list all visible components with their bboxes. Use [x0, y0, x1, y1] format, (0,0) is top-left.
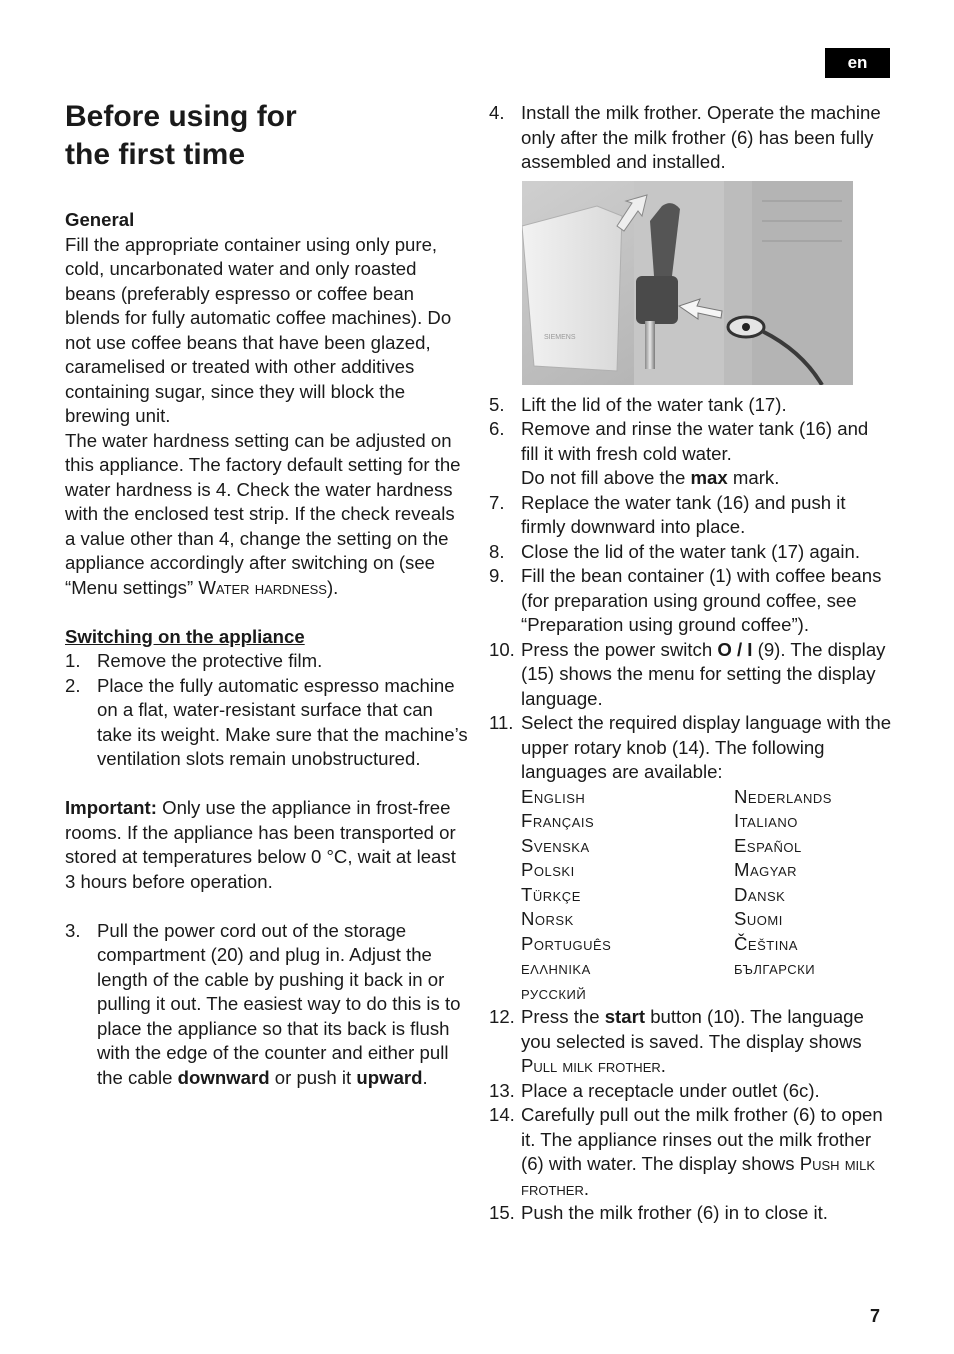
- step6-max: max: [690, 467, 728, 488]
- list-item: [489, 564, 889, 638]
- list-number: 1.: [65, 650, 81, 671]
- step12-text: Press the: [521, 1006, 605, 1027]
- general-paragraph-2-text: The water hardness setting can be adjusted on this appliance. The factory default setting for the water hardness is 4. Check the water hardness with the enclosed test strip. If the check reveals a value other than 4, change the setting on the appliance accordingly after switching on (see “Menu settings”: [65, 429, 461, 598]
- list-item: [489, 417, 889, 491]
- page-title: [65, 98, 470, 174]
- language-item: Svenska: [521, 834, 590, 856]
- list-text: Place a receptacle under outlet (6c).: [521, 1079, 820, 1101]
- page-title-line-2: the first time: [65, 138, 246, 171]
- language-item: Dansk: [734, 883, 786, 905]
- language-item: Español: [734, 834, 802, 856]
- list-number: 10.: [489, 638, 515, 660]
- list-number: 11.: [489, 712, 514, 733]
- list-number: 9.: [489, 565, 505, 586]
- start-button-ref: start: [604, 1006, 646, 1027]
- list-text: [521, 711, 914, 1005]
- general-paragraph-2-end: ).: [326, 576, 339, 598]
- list-item: [489, 711, 892, 1005]
- left-column: [65, 98, 470, 1090]
- step6-note: Do not fill above the: [521, 467, 691, 488]
- step6-note-end: mark.: [727, 467, 780, 488]
- brand-label: SIEMENS: [544, 333, 576, 341]
- list-text: Replace the water tank (16) and push it firmly downward into place.: [521, 491, 846, 537]
- display-msg-push-milk-frother: Push milk frother: [521, 1153, 876, 1199]
- general-paragraph-1: Fill the appropriate container using only pure, cold, uncarbonated water and only roasted beans (preferably espresso or coffee bean blends for fully automatic coffee machines). Do not use coffee beans that have been glazed, caramelised or treated with other additives containing sugar, since they will block the brewing unit.: [65, 233, 452, 426]
- list-text: [521, 1103, 889, 1201]
- list-item: [65, 674, 470, 772]
- list-text: Fill the bean container (1) with coffee beans (for preparation using ground coffee, see “Preparation using ground coffee”).: [521, 565, 882, 635]
- item3-text: Pull the power cord out of the storage compartment (20) and plug in. Adjust the length of the cable by pushing it back in or pulling it out. The easiest way to do this is to place the appliance so that its back is flush with the edge of the counter and either pull the cable: [97, 919, 461, 1088]
- step6-text: Remove and rinse the water tank (16) and fill it with fresh cold water.: [521, 418, 869, 464]
- important-note: [65, 796, 470, 894]
- item3-bold-downward: downward: [177, 1066, 270, 1088]
- language-item: Norsk: [521, 908, 574, 929]
- list-text: Remove the protective film.: [97, 650, 323, 671]
- general-heading: General: [65, 209, 135, 230]
- list-text: [521, 1005, 889, 1079]
- milk-frother-illustration: [522, 181, 853, 385]
- milk-frother-photo: [522, 181, 853, 385]
- display-msg-pull-milk-frother: Pull milk frother: [521, 1055, 661, 1076]
- menu-ref-water-hardness: Water hardness: [198, 576, 327, 598]
- switching-heading: Switching on the appliance: [65, 625, 305, 647]
- list-item: [489, 101, 889, 175]
- list-text: Install the milk frother. Operate the machine only after the milk frother (6) has been fully assembled and installed.: [521, 102, 881, 172]
- step12-end: .: [660, 1055, 666, 1076]
- list-text: Close the lid of the water tank (17) again.: [521, 540, 861, 562]
- list-number: 3.: [65, 919, 81, 941]
- list-number: 15.: [489, 1202, 515, 1223]
- language-item: русский: [521, 981, 587, 1003]
- step10-text: Press the power switch: [521, 638, 718, 660]
- step14-end: .: [583, 1177, 590, 1199]
- list-number: 14.: [489, 1104, 515, 1125]
- list-number: 7.: [489, 491, 505, 513]
- language-item: Magyar: [734, 859, 798, 880]
- list-item: [489, 1201, 889, 1226]
- item3-end: .: [422, 1066, 428, 1088]
- list-text: Lift the lid of the water tank (17).: [521, 393, 787, 415]
- language-item: Italiano: [734, 810, 798, 831]
- list-item: [489, 491, 889, 540]
- language-item: български: [734, 957, 816, 978]
- general-paragraph-2: [65, 429, 470, 601]
- list-item: [489, 1079, 889, 1104]
- step10-text-end: (9). The display (15) shows the menu for setting the display language.: [521, 638, 886, 709]
- list-text: [97, 919, 470, 1091]
- item3-mid: or push it: [269, 1066, 357, 1088]
- list-number: 2.: [65, 674, 81, 696]
- important-label: Important:: [65, 797, 157, 818]
- language-item: ελληνικα: [521, 957, 591, 978]
- list-item: [489, 1103, 889, 1201]
- list-text: Push the milk frother (6) in to close it.: [521, 1202, 828, 1223]
- list-number: 6.: [489, 418, 505, 439]
- step14-text: Carefully pull out the milk frother (6) to open it. The appliance rinses out the milk frother (6) with water. The display shows: [521, 1104, 883, 1174]
- list-number: 8.: [489, 540, 505, 562]
- language-list: [521, 785, 914, 1006]
- language-item: Türkçe: [521, 883, 581, 905]
- language-tab: en: [825, 48, 890, 78]
- list-item: [489, 393, 889, 418]
- list-number: 12.: [489, 1006, 515, 1027]
- step12-text-mid: button (10). The language you selected is saved. The display shows: [521, 1006, 864, 1052]
- power-switch-symbol: O / I: [717, 638, 753, 660]
- list-number: 13.: [489, 1079, 515, 1101]
- language-item: English: [521, 785, 586, 807]
- list-item: [489, 1005, 889, 1079]
- language-item: Suomi: [734, 908, 783, 929]
- page-title-line-1: Before using for: [65, 100, 297, 133]
- language-item: Čeština: [734, 932, 798, 954]
- list-text: [521, 638, 889, 712]
- language-item: Nederlands: [734, 785, 832, 807]
- list-item: [65, 649, 470, 674]
- language-item: Polski: [521, 859, 575, 880]
- list-item: [65, 919, 470, 1091]
- item3-bold-upward: upward: [356, 1066, 423, 1088]
- right-column: [489, 101, 892, 1226]
- language-item: Português: [521, 932, 612, 954]
- list-text: Place the fully automatic espresso machine on a flat, water-resistant surface that can take its weight. Make sure that the machine’s ventilation slots remain unobstructured.: [97, 674, 468, 769]
- list-text: [521, 417, 889, 491]
- list-item: [489, 638, 889, 712]
- page-number: 7: [870, 1306, 881, 1326]
- language-item: Français: [521, 810, 595, 831]
- important-text: Only use the appliance in frost-free rooms. If the appliance has been transported or stored at temperatures below 0 °C, wait at least 3 hours before operation.: [65, 797, 456, 892]
- list-number: 4.: [489, 102, 505, 123]
- list-item: [489, 540, 889, 565]
- step11-text: Select the required display language with the upper rotary knob (14). The following languages are available:: [521, 712, 892, 782]
- list-number: 5.: [489, 393, 505, 415]
